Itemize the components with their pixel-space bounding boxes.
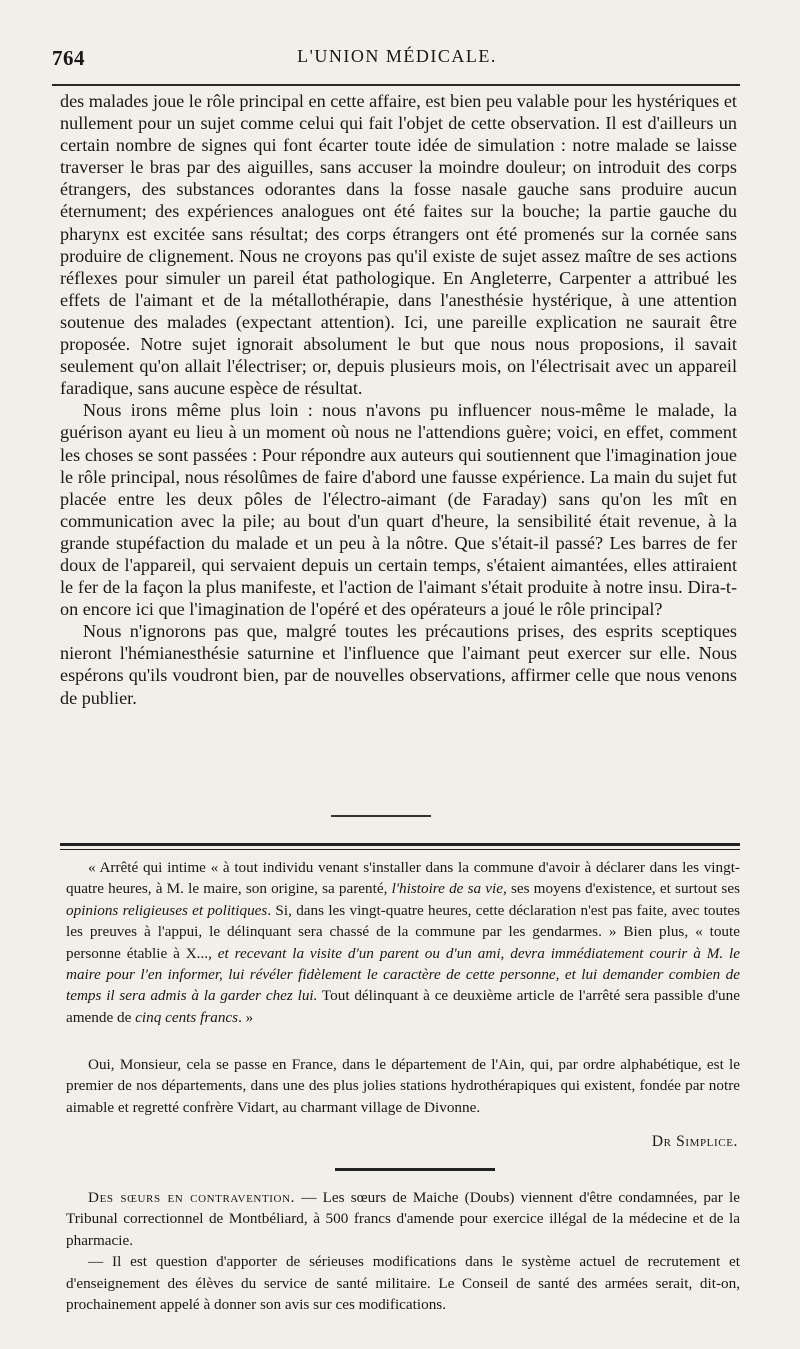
paragraph-2: Nous irons même plus loin : nous n'avons pu influencer nous-même le malade, la guérison ayant eu lieu à un moment où nous ne l'attendions guère; voici, en effet, comment les choses se sont passées : Pour répondre aux auteurs qui soutiennent que l'imagination joue le rôle principal, nous résolûmes de faire d'abord une fausse expérience. La main du sujet fut placée entre les deux pôles de l'électro-aimant (de Faraday) sans qu'on les mît en communication avec la pile; au bout d'un quart d'heure, la sensibilité était revenue, à la grande stupéfaction du malade et un peu à la nôtre. Que s'était-il passé? Les barres de fer doux de l'appareil, qui servaient depuis un certain temps, s'étaient aimantées, elles attiraient le fer de la façon la plus manifeste, et l'action de l'aimant s'était produite à notre insu. Dira-t-on encore ici que l'imagination de l'opéré et des opérateurs a joué le rôle principal? bbox=[60, 400, 737, 620]
reply-paragraph: Oui, Monsieur, cela se passe en France, dans le département de l'Ain, qui, par ordre alphabétique, est le premier de nos départements, dans une des plus jolies stations hydrothérapiques qui existent, fondée par notre aimable et regretté confrère Vidart, au charmant village de Divonne. bbox=[66, 1056, 740, 1116]
paragraph-3: Nous n'ignorons pas que, malgré toutes les précautions prises, des esprits sceptiques nieront l'hémianesthésie saturnine et l'influence que l'aimant peut exercer sur elle. Nous espérons qu'ils voudront bien, par de nouvelles observations, affirmer celle que nous venons de publier. bbox=[60, 621, 737, 708]
author-signature: Dr Simplice. bbox=[651, 1133, 738, 1150]
section-divider-thick bbox=[60, 843, 740, 846]
news-items bbox=[66, 1187, 740, 1315]
page-number: 764 bbox=[52, 46, 85, 70]
news-item-1: Des sœurs en contravention. — Les sœurs de Maiche (Doubs) viennent d'être condamnées, par le Tribunal correctionnel de Montbéliard, à 500 francs d'amende pour exercice illégal de la médecine et de la pharmacie. bbox=[66, 1189, 740, 1249]
article-end-rule bbox=[331, 815, 431, 817]
running-head: L'UNION MÉDICALE. bbox=[297, 46, 497, 66]
header-rule bbox=[52, 84, 740, 86]
news-item-2: — Il est question d'apporter de sérieuses modifications dans le système actuel de recrutement et d'enseignement des élèves du service de santé militaire. Le Conseil de santé des armées serait, dit-on, prochainement appelé à donner son avis sur ces modifications. bbox=[66, 1253, 740, 1314]
decree-paragraph: « Arrêté qui intime « à tout individu venant s'installer dans la commune d'avoir à déclarer dans les vingt-quatre heures, à M. le maire, son origine, sa parenté, l'histoire de sa vie, ses moyens d'existence, et surtout ses opinions religieuses et politiques. Si, dans les vingt-quatre heures, cette déclaration n'est pas faite, avec toutes les preuves à l'appui, le délinquant sera chassé de la commune par les gendarmes. » Bien plus, « toute personne établie à X..., et recevant la visite d'un parent ou d'un ami, devra immédiatement courir à M. le maire pour l'en informer, lui révéler fidèlement le caractère de cette personne, et lui demander combien de temps il sera admis à la garder chez lui. Tout délinquant à ce deuxième article de l'arrêté sera passible d'une amende de cinq cents francs. » bbox=[66, 859, 741, 1026]
news-heading: Des sœurs en contravention. bbox=[88, 1189, 296, 1206]
quoted-decree bbox=[66, 857, 740, 1028]
page-header bbox=[52, 46, 742, 78]
main-article-text bbox=[60, 90, 737, 709]
section-divider-thin bbox=[60, 849, 740, 850]
paragraph-1: des malades joue le rôle principal en cette affaire, est bien peu valable pour les hystériques et nullement pour un sujet comme celui qui fait l'objet de cette observation. Il est d'ailleurs un certain nombre de signes qui font écarter toute idée de simulation : notre malade se laisse traverser le bras par des aiguilles, sans accuser la moindre douleur; on introduit des corps étrangers, des substances odorantes dans la fosse nasale gauche sans produire aucun éternument; des expériences analogues ont été faites sur la bouche; la partie gauche du pharynx est excitée sans résultat; des corps étrangers ont été promenés sur la cornée sans produire de clignement. Nous ne croyons pas qu'il existe de sujet assez maître de ses actions réflexes pour simuler un pareil état pathologique. En Angleterre, Carpenter a attribué les effets de l'aimant et de la métallothérapie, dans l'anesthésie hystérique, à une attention soutenue des malades (expectant attention). Ici, une pareille explication ne saurait être proposée. Notre sujet ignorait absolument le but que nous nous proposions, il savait seulement qu'on allait l'électriser; or, depuis plusieurs mois, on l'électrisait avec un appareil faradique, sans aucune espèce de résultat. bbox=[60, 91, 737, 399]
signature-rule bbox=[335, 1168, 495, 1171]
